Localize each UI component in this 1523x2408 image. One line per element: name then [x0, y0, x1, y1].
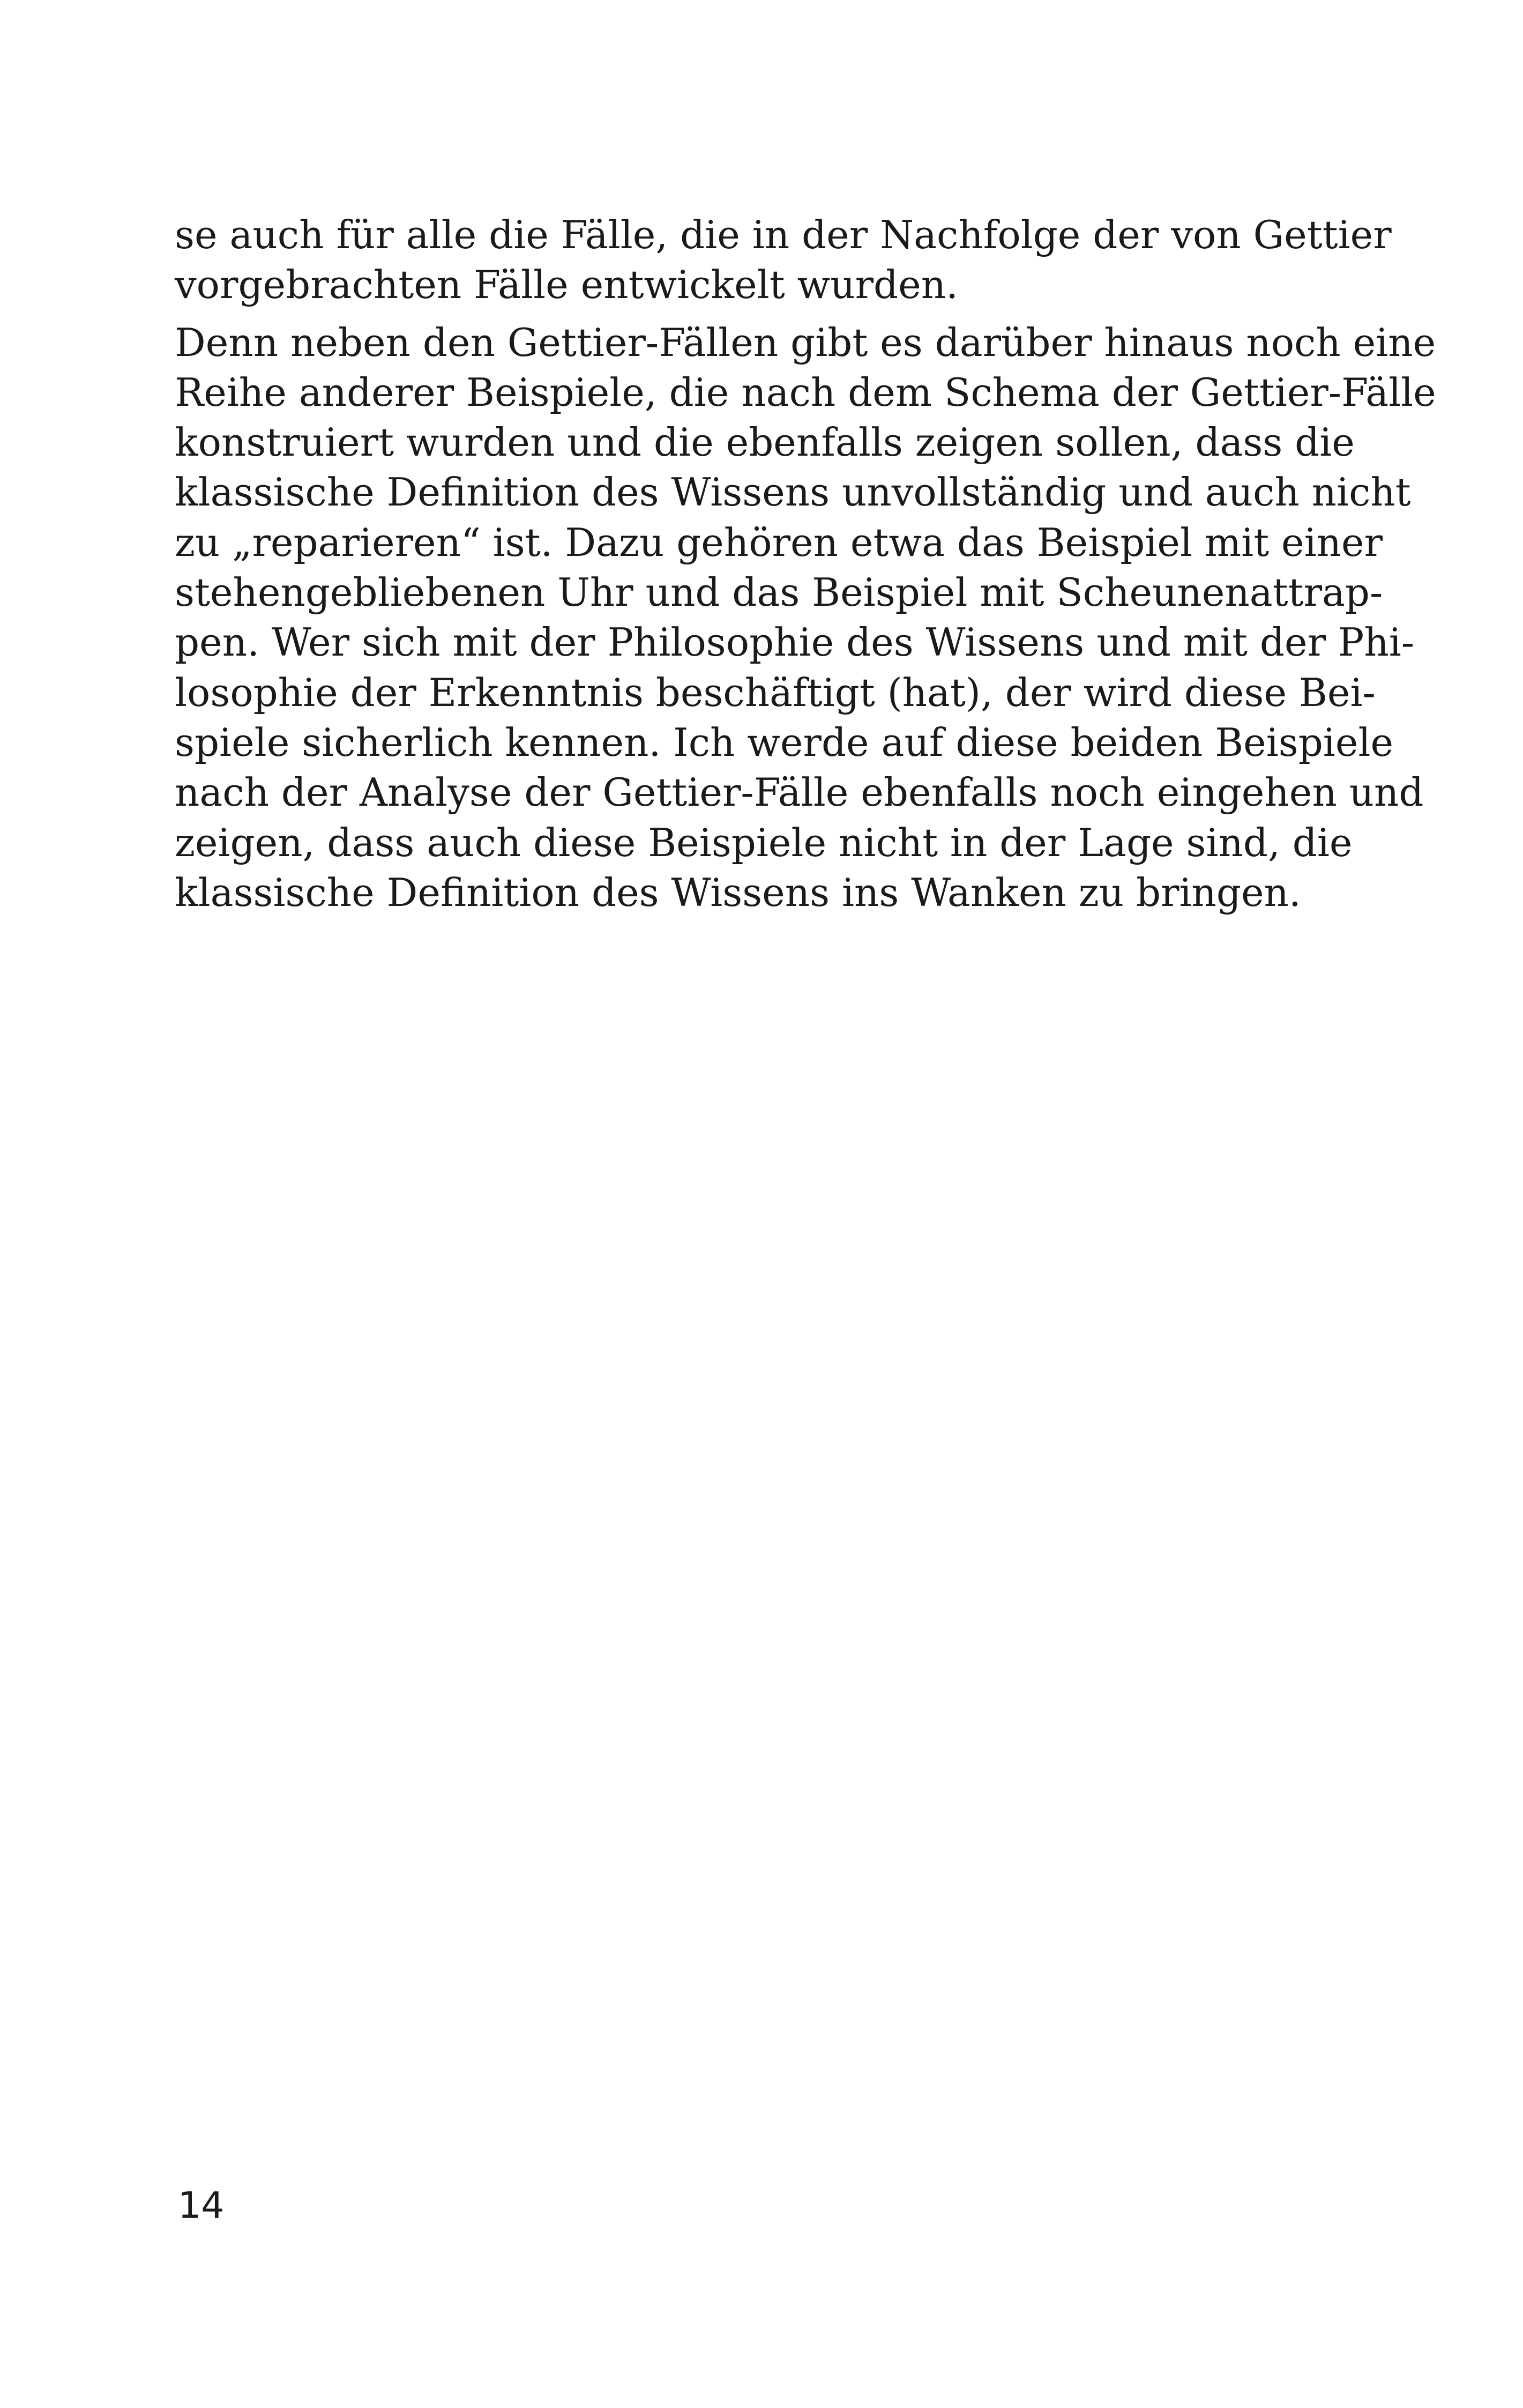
page-body [175, 210, 1436, 918]
text-line: pen. Wer sich mit der Philosophie des Wissens und mit der Phi- [175, 620, 1415, 665]
text-line: klassische Definition des Wissens ins Wanken zu bringen. [175, 869, 1301, 915]
text-line: Reihe anderer Beispiele, die nach dem Schema der Gettier-Fälle [175, 369, 1436, 415]
text-line: zeigen, dass auch diese Beispiele nicht in der Lage sind, die [175, 820, 1353, 865]
text-line: stehengebliebenen Uhr und das Beispiel mit Scheunenattrap- [175, 570, 1383, 615]
paragraph-1 [175, 210, 1392, 310]
text-line: losophie der Erkenntnis beschäftigt (hat), der wird diese Bei- [175, 670, 1376, 715]
text-line: vorgebrachten Fälle entwickelt wurden. [175, 262, 958, 308]
text-line: spiele sicherlich kennen. Ich werde auf diese beiden Beispiele [175, 719, 1394, 765]
text-line: se auch für alle die Fälle, die in der Nachfolge der von Gettier [175, 212, 1392, 257]
text-line: konstruiert wurden und die ebenfalls zeigen sollen, dass die [175, 420, 1355, 465]
paragraph-2 [175, 318, 1436, 918]
text-line: klassische Definition des Wissens unvollständig und auch nicht [175, 470, 1411, 515]
text-line: Denn neben den Gettier-Fällen gibt es darüber hinaus noch eine [175, 319, 1436, 365]
paragraph-spacer [175, 310, 1307, 318]
page-number: 14 [178, 2184, 225, 2227]
text-line: zu „reparieren“ ist. Dazu gehören etwa das Beispiel mit einer [175, 519, 1383, 565]
text-line: nach der Analyse der Gettier-Fälle ebenfalls noch eingehen und [175, 770, 1424, 815]
